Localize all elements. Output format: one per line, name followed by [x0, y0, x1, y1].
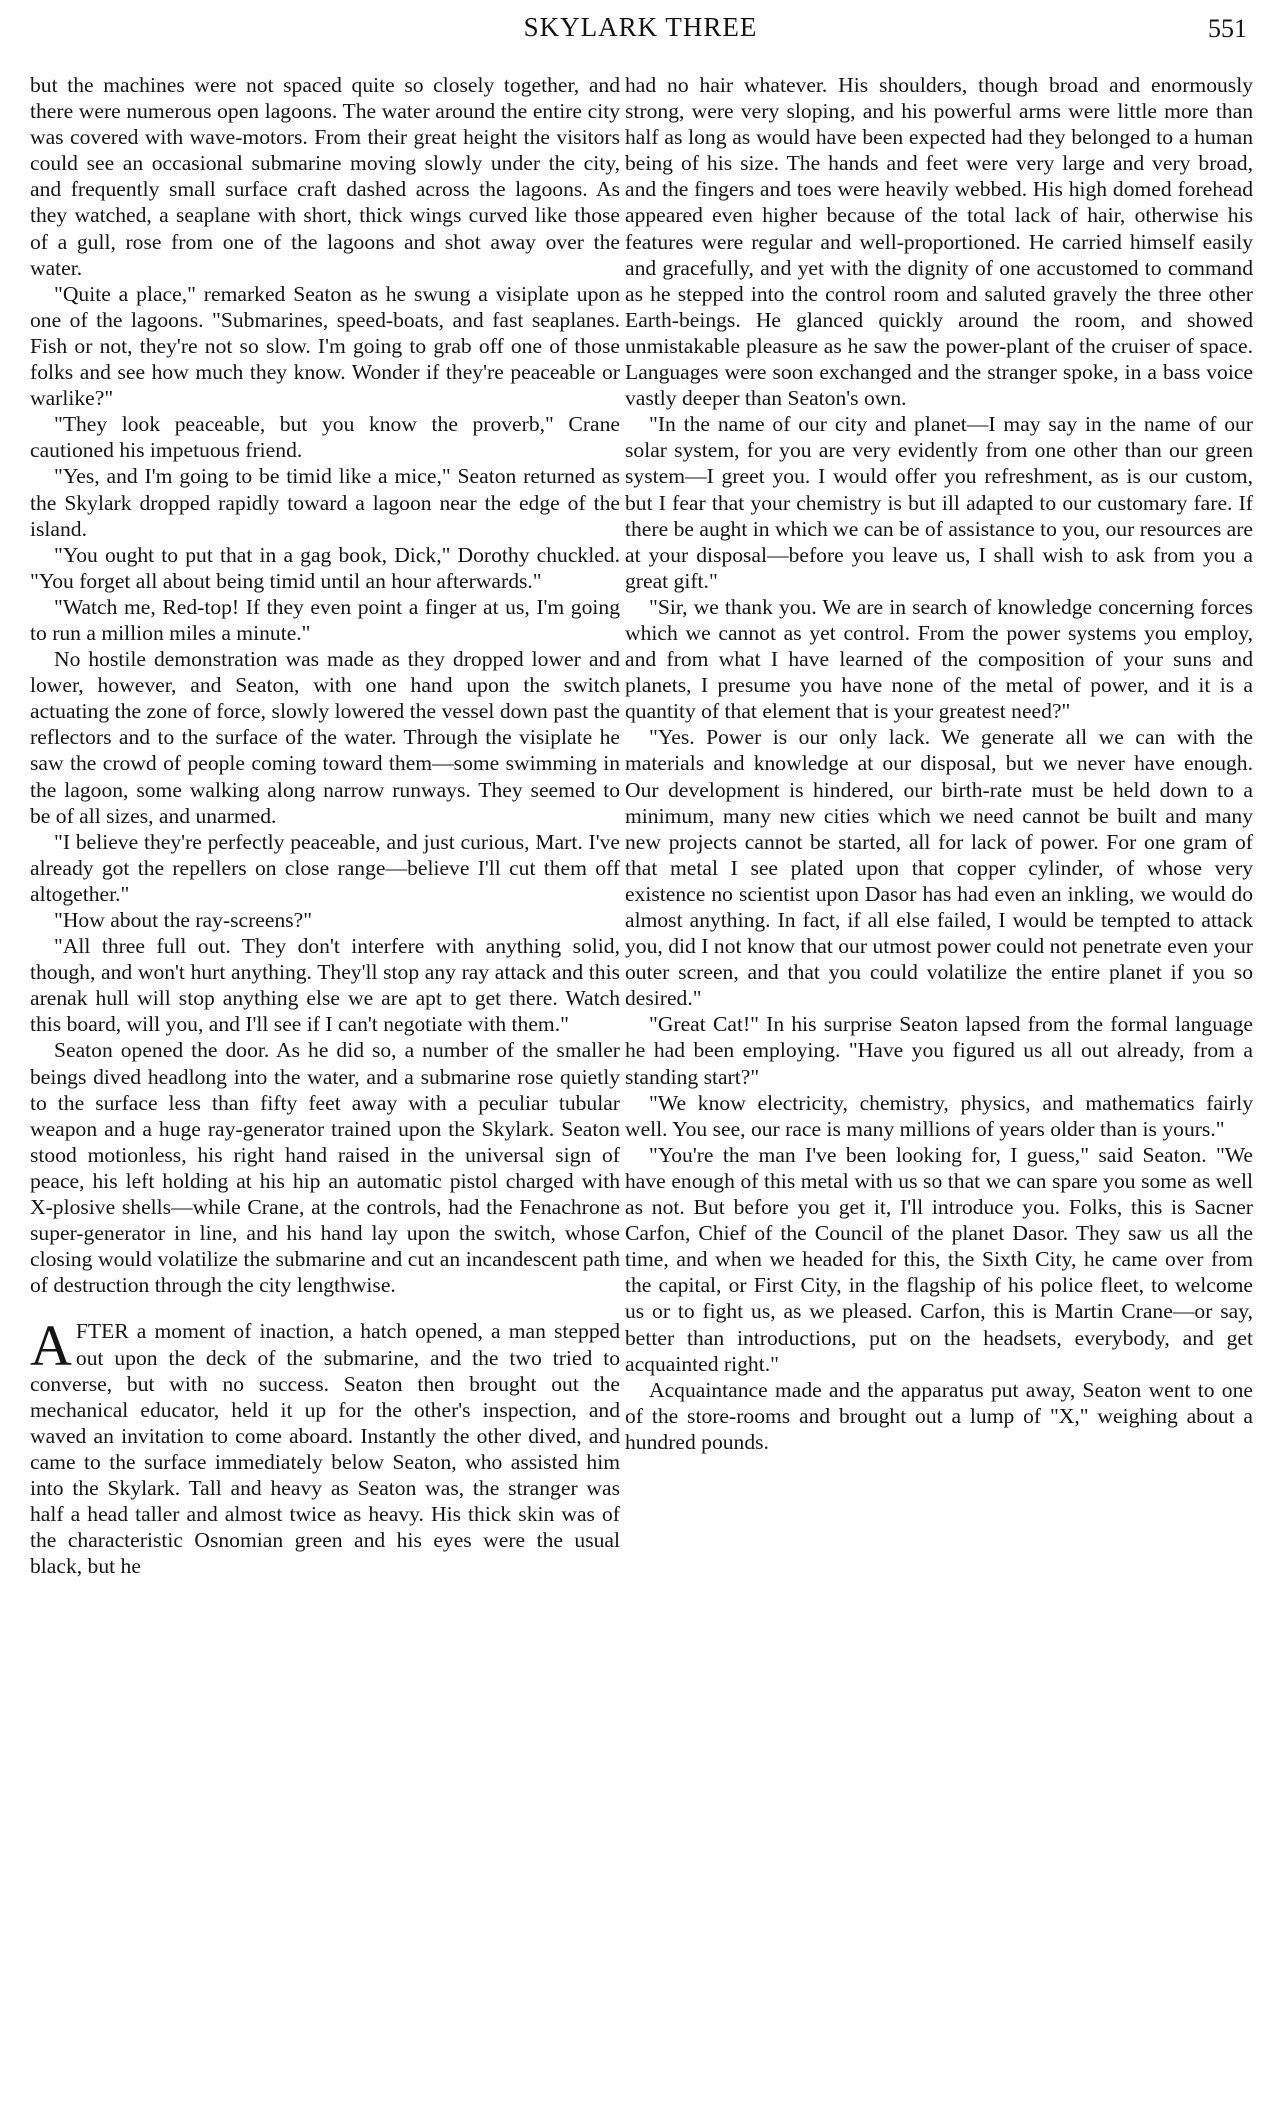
paragraph: "Quite a place," remarked Seaton as he swung a visiplate upon one of the lagoons. "Submarines, speed-boats, and fast seaplanes. Fish or not, they're not so slow. I'm going to grab off one of those folks and see how much they know. Wonder if they're peaceable or warlike?": [30, 281, 620, 411]
paragraph: Seaton opened the door. As he did so, a number of the smaller beings dived headlong into the water, and a submarine rose quietly to the surface less than fifty feet away with a peculiar tubular weapon and a huge ray-generator trained upon the Skylark. Seaton stood motionless, his right hand raised in the universal sign of peace, his left holding at his hip an automatic pistol charged with X-plosive shells—while Crane, at the controls, had the Fenachrone super-generator in line, and his hand lay upon the switch, whose closing would volatilize the submarine and cut an incandescent path of destruction through the city lengthwise.: [30, 1038, 620, 1298]
section-opening-paragraph: [30, 1313, 620, 1579]
paragraph: Acquaintance made and the apparatus put away, Seaton went to one of the store-rooms and brought out a lump of "X," weighing about a hundred pounds.: [625, 1377, 1253, 1454]
section-text: FTER a moment of inaction, a hatch opened, a man stepped out upon the deck of the submarine, and the two tried to converse, but with no success. Seaton then brought out the mechanical educator, held it up for the other's inspection, and waved an invitation to come aboard. Instantly the other dived, and came to the surface immediately below Seaton, who assisted him into the Skylark. Tall and heavy as Seaton was, the stranger was half a head taller and almost twice as heavy. His thick skin was of the characteristic Osnomian green and his eyes were the usual black, but he: [30, 1319, 620, 1579]
paragraph: but the machines were not spaced quite so closely together, and there were numerous open lagoons. The water around the entire city was covered with wave-motors. From their great height the visitors could see an occasional submarine moving slowly under the city, and frequently small surface craft dashed across the lagoons. As they watched, a seaplane with short, thick wings curved like those of a gull, rose from one of the lagoons and shot away over the water.: [30, 73, 620, 280]
paragraph: "In the name of our city and planet—I may say in the name of our solar system, for you are very evidently from one other than our green system—I greet you. I would offer you refreshment, as is our custom, but I fear that your chemistry is but ill adapted to our customary fare. If there be aught in which we can be of assistance to you, our resources are at your disposal—before you leave us, I shall wish to ask from you a great gift.": [625, 412, 1253, 593]
paragraph: "Yes, and I'm going to be timid like a mice," Seaton returned as the Skylark dropped rapidly toward a lagoon near the edge of the island.: [30, 464, 620, 541]
running-title: SKYLARK THREE: [523, 12, 758, 42]
paragraph: "All three full out. They don't interfere with anything solid, though, and won't hurt anything. They'll stop any ray attack and this arenak hull will stop anything else we are apt to get there. Watch this board, will you, and I'll see if I can't negotiate with them.": [30, 934, 620, 1037]
paragraph: had no hair whatever. His shoulders, though broad and enormously strong, were very sloping, and his powerful arms were little more than half as long as would have been expected had they belonged to a human being of his size. The hands and feet were very large and very broad, and the fingers and toes were heavily webbed. His high domed forehead appeared even higher because of the total lack of hair, otherwise his features were regular and well-proportioned. He carried himself easily and gracefully, and yet with the dignity of one accustomed to command as he stepped into the control room and saluted gravely the three other Earth-beings. He glanced quickly around the room, and showed unmistakable pleasure as he saw the power-plant of the cruiser of space. Languages were soon exchanged and the stranger spoke, in a bass voice vastly deeper than Seaton's own.: [625, 73, 1253, 411]
running-head: [0, 12, 1281, 52]
drop-cap: A: [30, 1313, 72, 1379]
page-number: 551: [1208, 14, 1247, 43]
paragraph: "You ought to put that in a gag book, Dick," Dorothy chuckled. "You forget all about being timid until an hour afterwards.": [30, 542, 620, 593]
left-column: [30, 72, 620, 2097]
paragraph: "Sir, we thank you. We are in search of knowledge concerning forces which we cannot as yet control. From the power systems you employ, and from what I have learned of the composition of your suns and planets, I presume you have none of the metal of power, and it is a quantity of that element that is your greatest need?": [625, 594, 1253, 724]
paragraph: "Great Cat!" In his surprise Seaton lapsed from the formal language he had been employing. "Have you figured us all out already, from a standing start?": [625, 1012, 1253, 1089]
paragraph: "How about the ray-screens?": [54, 908, 313, 932]
right-column: [625, 72, 1253, 2097]
paragraph: "They look peaceable, but you know the proverb," Crane cautioned his impetuous friend.: [30, 412, 620, 463]
paragraph: "We know electricity, chemistry, physics, and mathematics fairly well. You see, our race is many millions of years older than is yours.": [625, 1090, 1253, 1141]
paragraph: "You're the man I've been looking for, I guess," said Seaton. "We have enough of this metal with us so that we can spare you some as well as not. But before you get it, I'll introduce you. Folks, this is Sacner Carfon, Chief of the Council of the planet Dasor. They saw us all the time, and when we headed for this, the Sixth City, he came over from the capital, or First City, in the flagship of his police fleet, to welcome us or to fight us, as we pleased. Carfon, this is Martin Crane—or say, better than introductions, put on the headsets, everybody, and get acquainted right.": [625, 1142, 1253, 1376]
paragraph: "Yes. Power is our only lack. We generate all we can with the materials and knowledge at our disposal, but we never have enough. Our development is hindered, our birth-rate must be held down to a minimum, many new cities which we need cannot be built and many new projects cannot be started, all for lack of power. For one gram of that metal I see plated upon that copper cylinder, of whose very existence no scientist upon Dasor has had even an inkling, we would do almost anything. In fact, if all else failed, I would be tempted to attack you, did I not know that our utmost power could not penetrate even your outer screen, and that you could volatilize the entire planet if you so desired.": [625, 725, 1253, 1011]
paragraph: "Watch me, Red-top! If they even point a finger at us, I'm going to run a million miles a minute.": [30, 594, 620, 645]
paragraph: "I believe they're perfectly peaceable, and just curious, Mart. I've already got the repellers on close range—believe I'll cut them off altogether.": [30, 829, 620, 906]
paragraph: No hostile demonstration was made as they dropped lower and lower, however, and Seaton, with one hand upon the switch actuating the zone of force, slowly lowered the vessel down past the reflectors and to the surface of the water. Through the visiplate he saw the crowd of people coming toward them—some swimming in the lagoon, some walking along narrow runways. They seemed to be of all sizes, and unarmed.: [30, 647, 620, 828]
